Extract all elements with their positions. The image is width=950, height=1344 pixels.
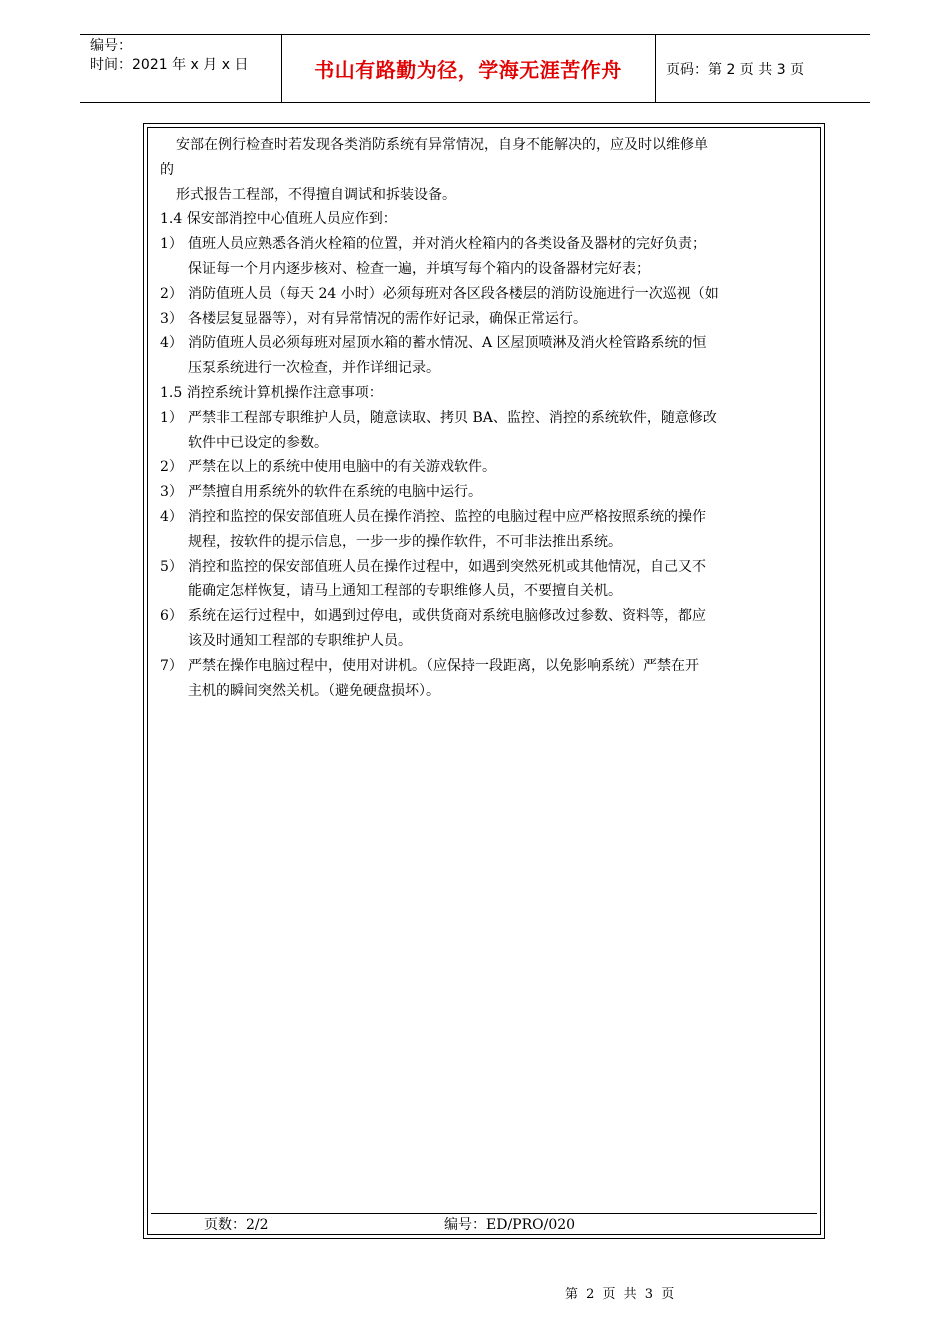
document-frame — [143, 123, 825, 1239]
list-item — [160, 480, 820, 505]
list-item-continuation: 能确定怎样恢复，请马上通知工程部的专职维修人员，不要擅自关机。 — [188, 583, 622, 600]
list-item-number: 5） — [160, 558, 183, 575]
intro-line: 的 — [160, 161, 174, 178]
header-motto: 书山有路勤为径，学海无涯苦作舟 — [314, 58, 622, 82]
list-item — [160, 654, 820, 679]
list-item — [160, 505, 820, 530]
list-item — [160, 604, 820, 629]
list-item-text: 严禁在操作电脑过程中，使用对讲机。（应保持一段距离，以免影响系统）严禁在开 — [188, 657, 699, 674]
intro-line: 安部在例行检查时若发现各类消防系统有异常情况，自身不能解决的，应及时以维修单 — [176, 137, 708, 153]
list-item-number: 2） — [160, 459, 183, 476]
list-item-text: 严禁擅自用系统外的软件在系统的电脑中运行。 — [188, 484, 482, 501]
list-item-continuation: 该及时通知工程部的专职维护人员。 — [188, 632, 412, 649]
page-header — [80, 34, 870, 103]
list-item-number: 1） — [160, 236, 183, 253]
list-item — [160, 307, 820, 332]
document-inner-frame — [147, 127, 821, 1235]
list-item-text: 值班人员应熟悉各消火栓箱的位置，并对消火栓箱内的各类设备及器材的完好负责； — [188, 236, 706, 253]
header-number-label: 编号： — [90, 38, 132, 54]
list-item — [160, 232, 820, 257]
document-content — [160, 133, 820, 703]
footer-doc-code: 编号：ED/PRO/020 — [444, 1217, 576, 1233]
section-title: 1.4 保安部消控中心值班人员应作到： — [160, 211, 397, 228]
list-item-text: 消防值班人员（每天 24 小时）必须每班对各区段各楼层的消防设施进行一次巡视（如 — [188, 285, 719, 302]
list-item — [160, 555, 820, 580]
list-item — [160, 455, 820, 480]
list-item-number: 1） — [160, 409, 183, 426]
header-divider — [655, 35, 656, 102]
list-item-number: 2） — [160, 285, 183, 302]
header-page-info: 页码：第 2 页 共 3 页 — [666, 61, 805, 78]
page-number: 第 2 页 共 3 页 — [565, 1287, 677, 1302]
list-item — [160, 406, 820, 431]
list-item-text: 消控和监控的保安部值班人员在操作消控、监控的电脑过程中应严格按照系统的操作 — [188, 508, 706, 525]
list-item-continuation: 主机的瞬间突然关机。（避免硬盘损坏）。 — [188, 682, 440, 699]
list-item-number: 3） — [160, 310, 183, 327]
list-item-number: 7） — [160, 657, 183, 674]
list-item — [160, 331, 820, 356]
list-item-continuation: 压泵系统进行一次检查，并作详细记录。 — [188, 360, 440, 377]
intro-line: 形式报告工程部，不得擅自调试和拆装设备。 — [176, 186, 456, 203]
list-item-number: 6） — [160, 608, 183, 625]
list-item-number: 4） — [160, 335, 183, 352]
section-title: 1.5 消控系统计算机操作注意事项： — [160, 384, 383, 401]
list-item-number: 4） — [160, 508, 183, 525]
list-item-continuation: 保证每一个月内逐步核对、检查一遍，并填写每个箱内的设备器材完好表； — [188, 260, 650, 277]
footer-page-count: 页数：2/2 — [204, 1217, 269, 1233]
list-item-continuation: 软件中已设定的参数。 — [188, 434, 328, 451]
header-time: 时间：2021 年 x 月 x 日 — [90, 57, 249, 73]
list-item — [160, 282, 820, 307]
list-item-number: 3） — [160, 484, 183, 501]
list-item-continuation: 规程，按软件的提示信息，一步一步的操作软件，不可非法推出系统。 — [188, 533, 622, 550]
list-item-text: 严禁非工程部专职维护人员，随意读取、拷贝 BA、监控、消控的系统软件，随意修改 — [188, 409, 717, 426]
list-item-text: 系统在运行过程中，如遇到过停电，或供货商对系统电脑修改过参数、资料等，都应 — [188, 608, 706, 625]
list-item-text: 消控和监控的保安部值班人员在操作过程中，如遇到突然死机或其他情况，自己又不 — [188, 558, 706, 575]
header-meta — [90, 37, 248, 75]
list-item-text: 严禁在以上的系统中使用电脑中的有关游戏软件。 — [188, 459, 496, 476]
list-item-text: 各楼层复显器等），对有异常情况的需作好记录，确保正常运行。 — [188, 310, 587, 327]
list-item-text: 消防值班人员必须每班对屋顶水箱的蓄水情况、A 区屋顶喷淋及消火栓管路系统的恒 — [188, 335, 707, 352]
